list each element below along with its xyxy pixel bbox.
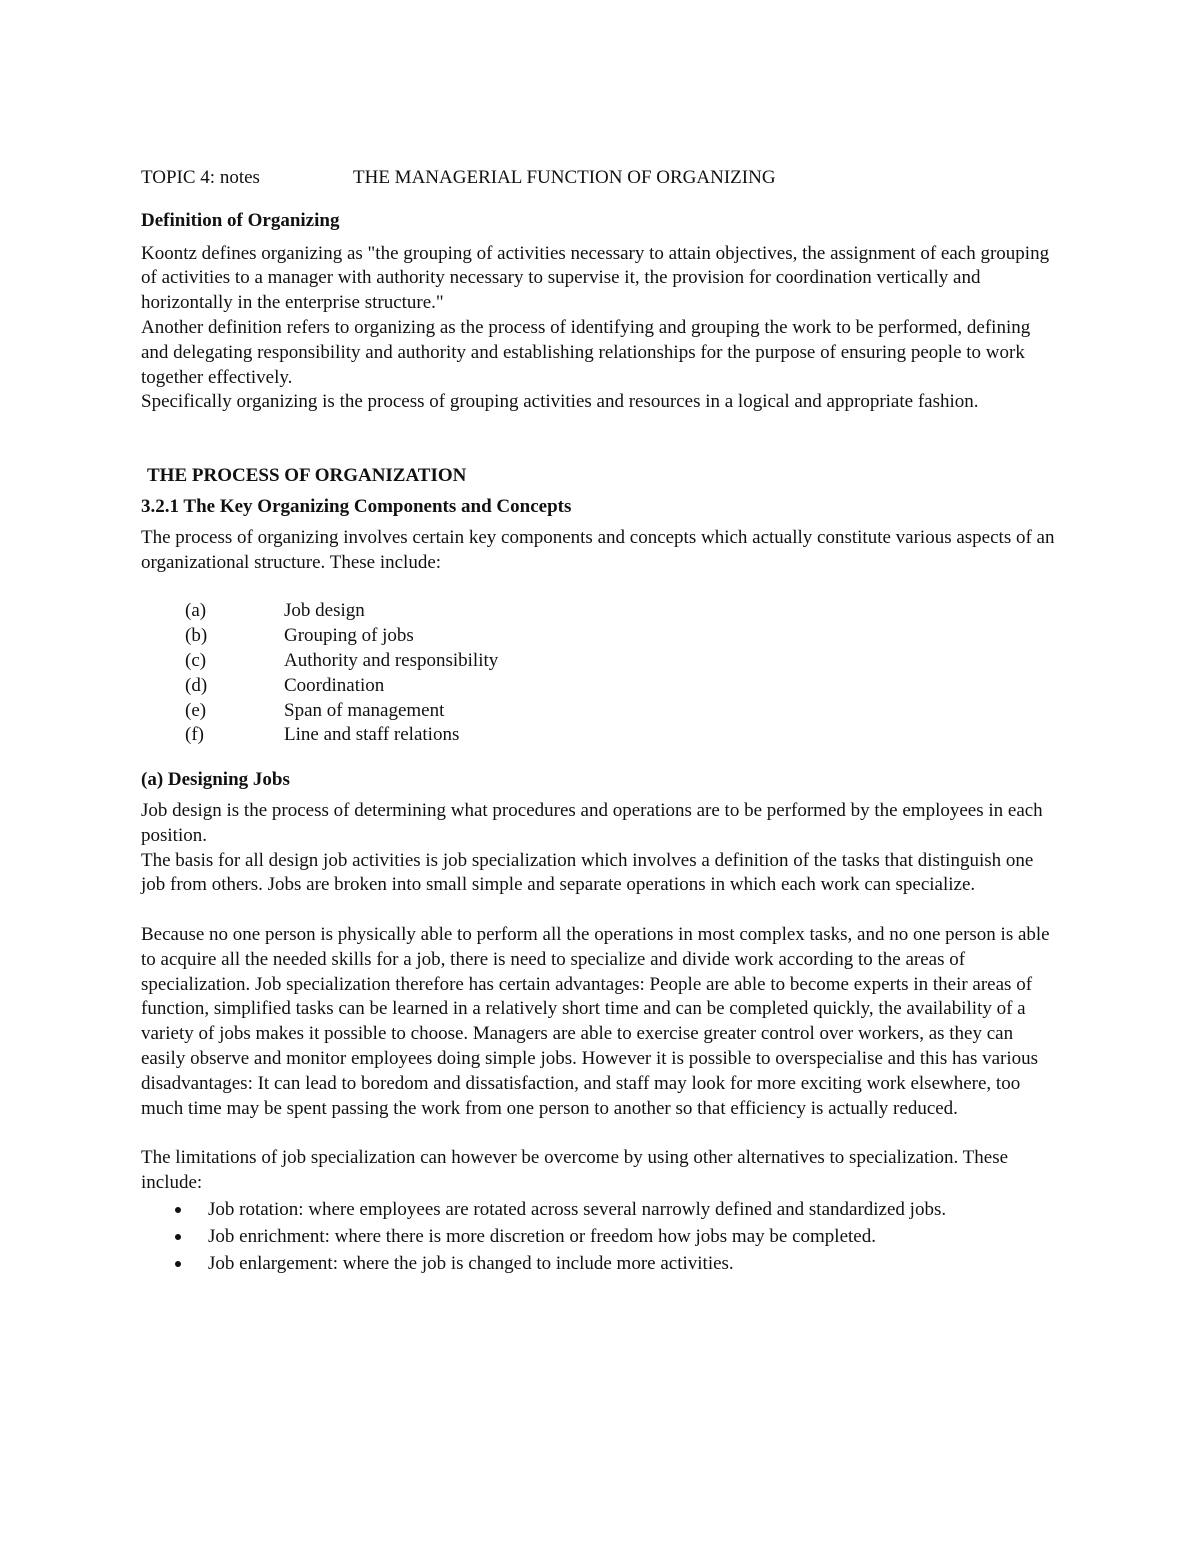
designing-jobs-body — [141, 799, 1061, 1277]
list-item — [141, 723, 1061, 748]
list-item-letter: (b) — [185, 625, 208, 647]
list-item-letter: (f) — [185, 724, 204, 746]
document-page — [141, 166, 1061, 1277]
designing-paragraph: The basis for all design job activities is job specialization which involves a definition of the tasks that distinguish one job from others. Jobs are broken into small simple and separate operations in which each work can specialize. — [141, 849, 1034, 896]
designing-jobs-heading: (a) Designing Jobs — [141, 769, 290, 791]
list-item-text: Span of management — [284, 699, 445, 721]
bullet-icon — [141, 1196, 208, 1223]
bullet-icon — [141, 1223, 208, 1250]
designing-paragraph: Because no one person is physically able to perform all the operations in most complex tasks, and no one person is able to acquire all the needed skills for a job, there is need to specialize and divide work according to the areas of specialization. Job specialization therefore has certain advantages: People are able to become experts in their areas of function, simplified tasks can be learned in a relatively short time and can be completed quickly, the availability of a variety of jobs makes it possible to choose. Managers are able to exercise greater control over workers, as they can easily observe and monitor employees doing simple jobs. However it is possible to overspecialise and this has various disadvantages: It can lead to boredom and dissatisfaction, and staff may look for more exciting work elsewhere, too much time may be spent passing the work from one person to another so that efficiency is actually reduced. — [141, 923, 1050, 1119]
list-item-letter: (d) — [185, 674, 208, 696]
designing-paragraph: Job design is the process of determining what procedures and operations are to be performed by the employees in each position. — [141, 799, 1043, 846]
definition-paragraph: Koontz defines organizing as "the grouping of activities necessary to attain objectives, the assignment of each grouping of activities to a manager with authority necessary to supervise it, the provision for coordination vertically and horizontally in the enterprise structure." — [141, 242, 1050, 314]
list-item-letter: (a) — [185, 600, 207, 622]
paragraph-spacer — [141, 898, 1061, 923]
definition-paragraph: Specifically organizing is the process of grouping activities and resources in a logical and appropriate fashion. — [141, 391, 979, 413]
bullet-text: Job enlargement: where the job is changed to include more activities. — [208, 1252, 734, 1274]
topic-line — [141, 166, 1061, 191]
process-heading: THE PROCESS OF ORGANIZATION — [147, 465, 467, 487]
list-item-letter: (e) — [185, 699, 207, 721]
process-intro: The process of organizing involves certain key components and concepts which actually constitute various aspects of an organizational structure. These include: — [141, 526, 1055, 573]
definition-heading: Definition of Organizing — [141, 209, 340, 231]
list-item — [141, 674, 1061, 699]
bullet-item — [141, 1196, 1061, 1223]
list-item-text: Authority and responsibility — [284, 649, 499, 671]
definition-paragraph: Another definition refers to organizing as the process of identifying and grouping the work to be performed, defining and delegating responsibility and authority and establishing relationships for the purpose of ensuring people to work together effectively. — [141, 316, 1031, 388]
components-list — [141, 599, 1061, 748]
bullet-item — [141, 1223, 1061, 1250]
bullet-text: Job rotation: where employees are rotated across several narrowly defined and standardized jobs. — [208, 1198, 947, 1220]
list-item — [141, 624, 1061, 649]
list-item-text: Line and staff relations — [284, 724, 460, 746]
list-item — [141, 649, 1061, 674]
list-item-text: Coordination — [284, 674, 385, 696]
alternatives-list — [141, 1196, 1061, 1277]
list-item — [141, 699, 1061, 724]
list-item-text: Grouping of jobs — [284, 625, 414, 647]
bullet-text: Job enrichment: where there is more discretion or freedom how jobs may be completed. — [208, 1225, 876, 1247]
bullet-item — [141, 1250, 1061, 1277]
key-components-heading: 3.2.1 The Key Organizing Components and Concepts — [141, 495, 572, 517]
topic-label: TOPIC 4: notes — [141, 167, 260, 188]
paragraph-spacer — [141, 1121, 1061, 1146]
list-item-text: Job design — [284, 600, 365, 622]
definition-body — [141, 242, 1061, 416]
bullet-icon — [141, 1250, 208, 1277]
topic-title: THE MANAGERIAL FUNCTION OF ORGANIZING — [353, 167, 776, 188]
designing-paragraph: The limitations of job specialization can however be overcome by using other alternatives to specialization. These include: — [141, 1147, 1009, 1193]
list-item — [141, 599, 1061, 624]
list-item-letter: (c) — [185, 649, 207, 671]
